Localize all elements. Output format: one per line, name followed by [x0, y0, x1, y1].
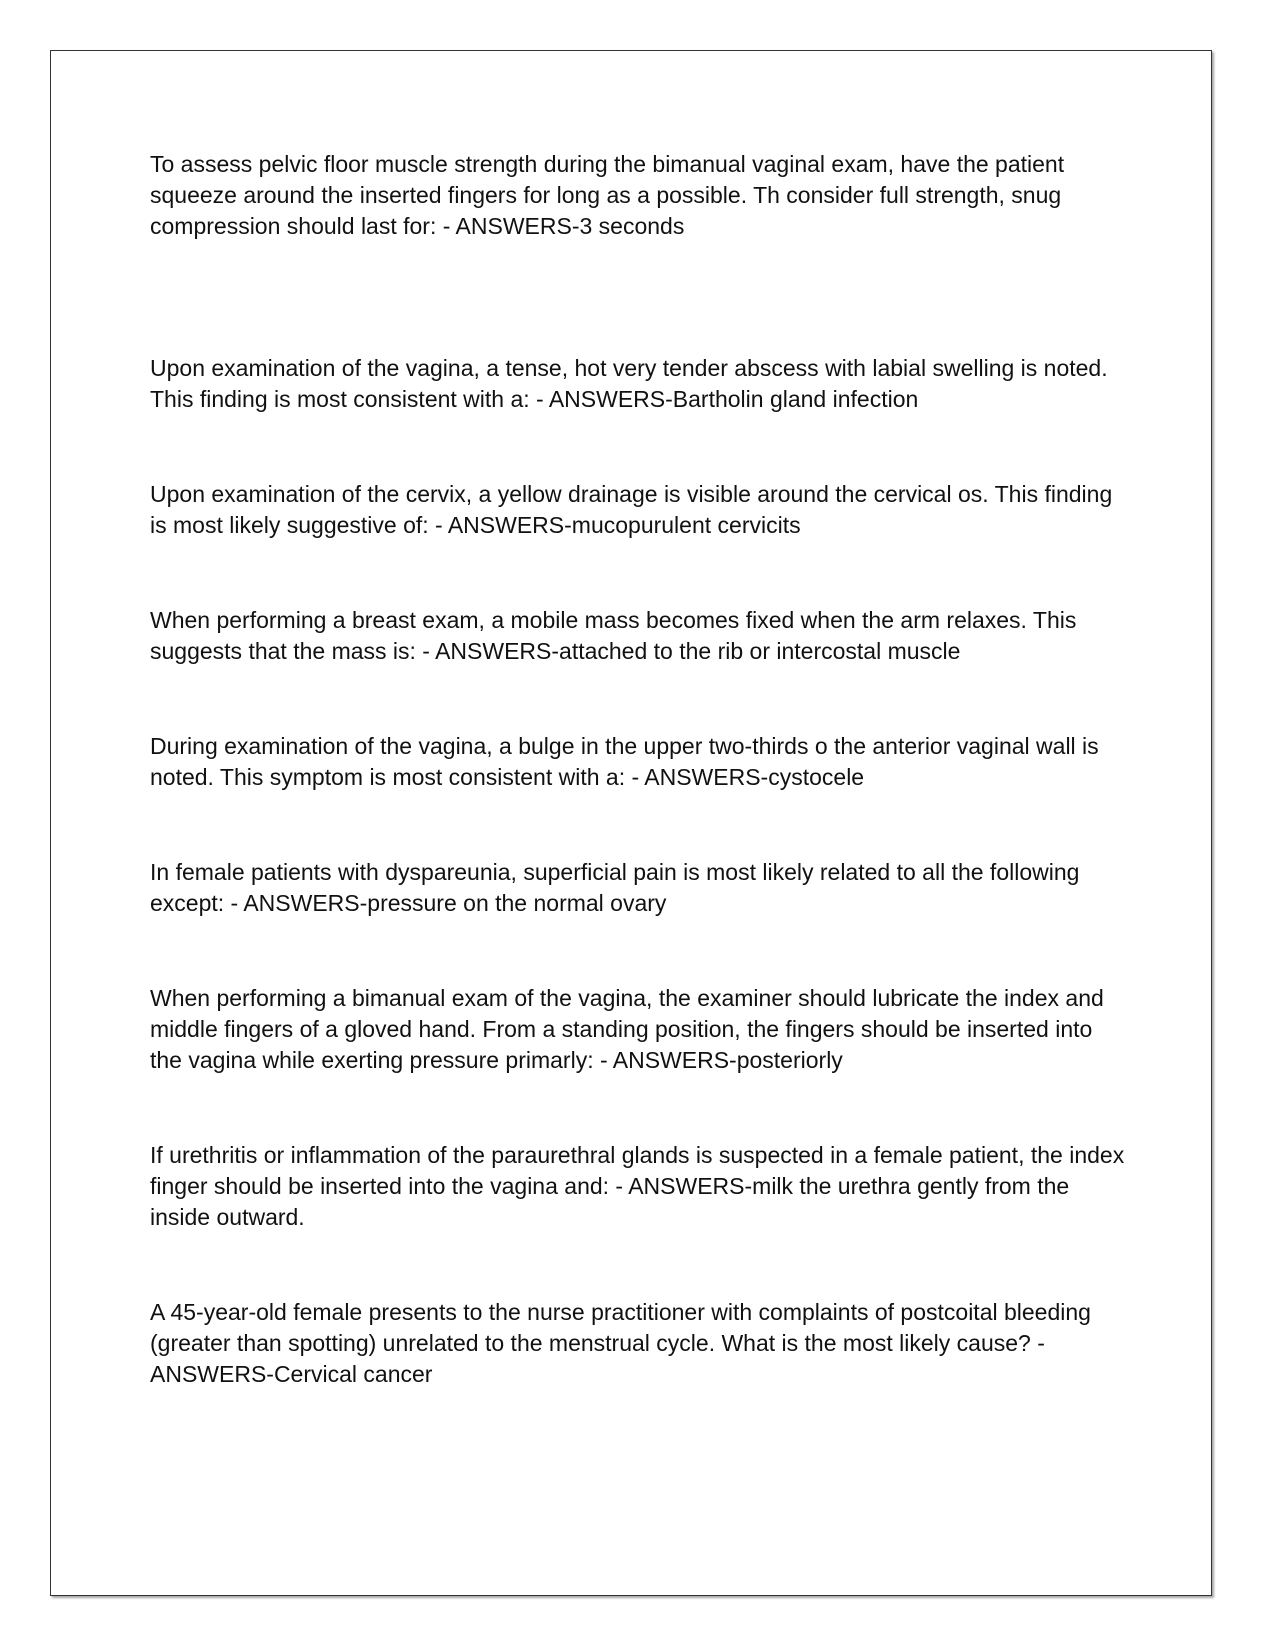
qa-item: Upon examination of the cervix, a yellow drainage is visible around the cervical os. This finding is most likely suggestive of: - ANSWERS-mucopurulent cervicits — [150, 481, 1113, 538]
qa-item: In female patients with dyspareunia, superficial pain is most likely related to all the following except: - ANSWERS-pressure on the normal ovary — [150, 859, 1080, 916]
qa-item: Upon examination of the vagina, a tense, hot very tender abscess with labial swelling is noted. This finding is most consistent with a: - ANSWERS-Bartholin gland infection — [150, 355, 1108, 412]
qa-item: A 45-year-old female presents to the nurse practitioner with complaints of postcoital bleeding (greater than spotting) unrelated to the menstrual cycle. What is the most likely cause? - ANSWERS-Cervical cancer — [150, 1299, 1091, 1387]
qa-item: To assess pelvic floor muscle strength during the bimanual vaginal exam, have the patient squeeze around the inserted fingers for long as a possible. Th consider full strength, snug compression should last for: - ANSWERS-3 seconds — [150, 151, 1065, 239]
qa-item: During examination of the vagina, a bulge in the upper two-thirds o the anterior vaginal wall is noted. This symptom is most consistent with a: - ANSWERS-cystocele — [150, 733, 1099, 790]
qa-item: If urethritis or inflammation of the paraurethral glands is suspected in a female patient, the index finger should be inserted into the vagina and: - ANSWERS-milk the urethra gently from the inside outward. — [150, 1142, 1125, 1230]
qa-item: When performing a breast exam, a mobile mass becomes fixed when the arm relaxes. This suggests that the mass is: - ANSWERS-attached to the rib or intercostal muscle — [150, 607, 1077, 664]
qa-item: When performing a bimanual exam of the vagina, the examiner should lubricate the index and middle fingers of a gloved hand. From a standing position, the fingers should be inserted into the vagina while exerting pressure primarly: - ANSWERS-posteriorly — [150, 985, 1104, 1073]
